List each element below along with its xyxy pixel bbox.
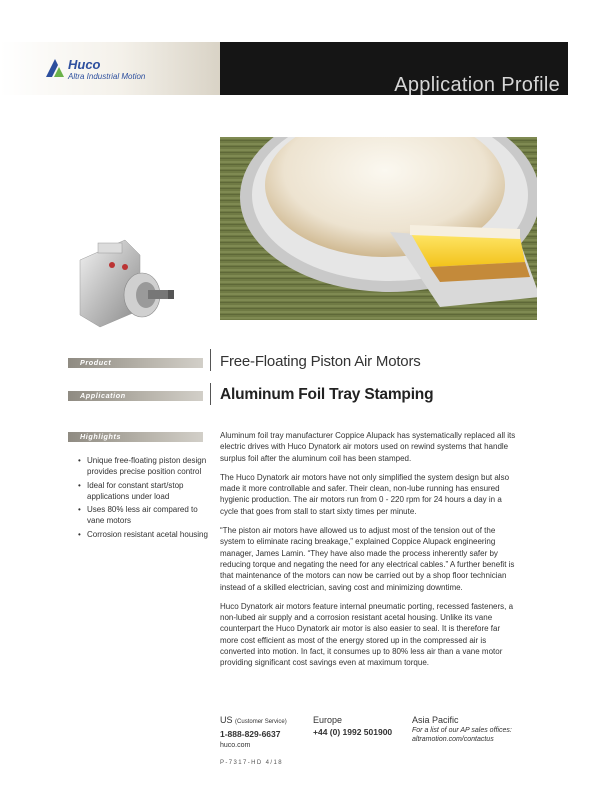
highlight-item: • Uses 80% less air compared to vane motors [78,504,208,527]
contact-europe-phone: +44 (0) 1992 501900 [313,727,393,737]
contact-asia-region: Asia Pacific [412,715,459,725]
foil-tray-pie-photo [220,137,537,320]
contact-asia-note: For a list of our AP sales offices: [412,727,512,734]
application-title: Aluminum Foil Tray Stamping [220,386,434,403]
body-paragraph: Huco Dynatork air motors feature internal pneumatic porting, recessed fasteners, a non-lubed air supply and a corrosion resistant acetal housing. Unlike its vane counterpart the Huco Dynatork air motor is also easier to seal. It is therefore far more cost efficient as most of the energy stored up in the compressed air is converted into motion. In fact, it consumes up to 80% less air than a vane motor providing significant cost savings even at maximum torque. [220,601,514,668]
document-code: P-7317-HD 4/18 [220,760,283,766]
highlight-item: • Corrosion resistant acetal housing [78,529,208,540]
body-paragraph: Aluminum foil tray manufacturer Coppice Alupack has systematically replaced all its electric drives with Huco Dynatork air motors used on rewind systems that handle surplus foil after the aluminum coil has been stamped. [220,431,516,463]
contact-us-region: US [220,715,233,725]
contact-europe-region: Europe [313,715,343,725]
huco-logo-icon [46,57,66,77]
body-text [220,430,520,677]
contact-us [220,714,287,752]
highlights-label: Highlights [80,432,122,441]
contact-us-region-note: (Customer Service) [235,719,287,725]
application-divider [210,383,211,405]
page-title: Application Profile [394,74,560,96]
contact-europe [313,714,392,738]
application-label: Application [80,391,126,400]
brand-name: Huco [68,57,101,72]
highlight-item: • Unique free-floating piston design provides precise position control [78,455,208,478]
contact-asia [412,714,512,744]
contact-us-phone: 1-888-829-6637 [220,729,281,739]
body-paragraph: “The piston air motors have allowed us to adjust most of the tension out of the system to eliminate racing breakage,” explained Coppice Alupack engineering manager, James Lamin. “They have also made the process inherently safer by reducing torque and negating the need for any electrical cables.” A further benefit is that maintenance of the motors can now be carried out by a shop floor technician instead of a skilled electrician, saving cost and minimizing downtime. [220,526,515,592]
header-logo-panel [0,42,220,95]
highlights-list [78,455,208,542]
contact-us-website[interactable]: huco.com [220,742,251,749]
highlight-item: • Ideal for constant start/stop applications under load [78,480,208,503]
product-label: Product [80,358,112,367]
brand-tagline: Altra Industrial Motion [68,72,146,81]
product-divider [210,349,211,371]
product-title: Free-Floating Piston Air Motors [220,353,421,370]
body-paragraph: The Huco Dynatork air motors have not only simplified the system design but also made it more controllable and safer. Their clean, non-lube running has ensured hygienic production. The air motors run from 0 - 220 rpm for 24 hours a day in a cycle that goes from stall to start sixty times per minute. [220,472,510,516]
contact-asia-link[interactable]: altramotion.com/contactus [412,736,494,743]
air-motor-photo [70,235,182,330]
